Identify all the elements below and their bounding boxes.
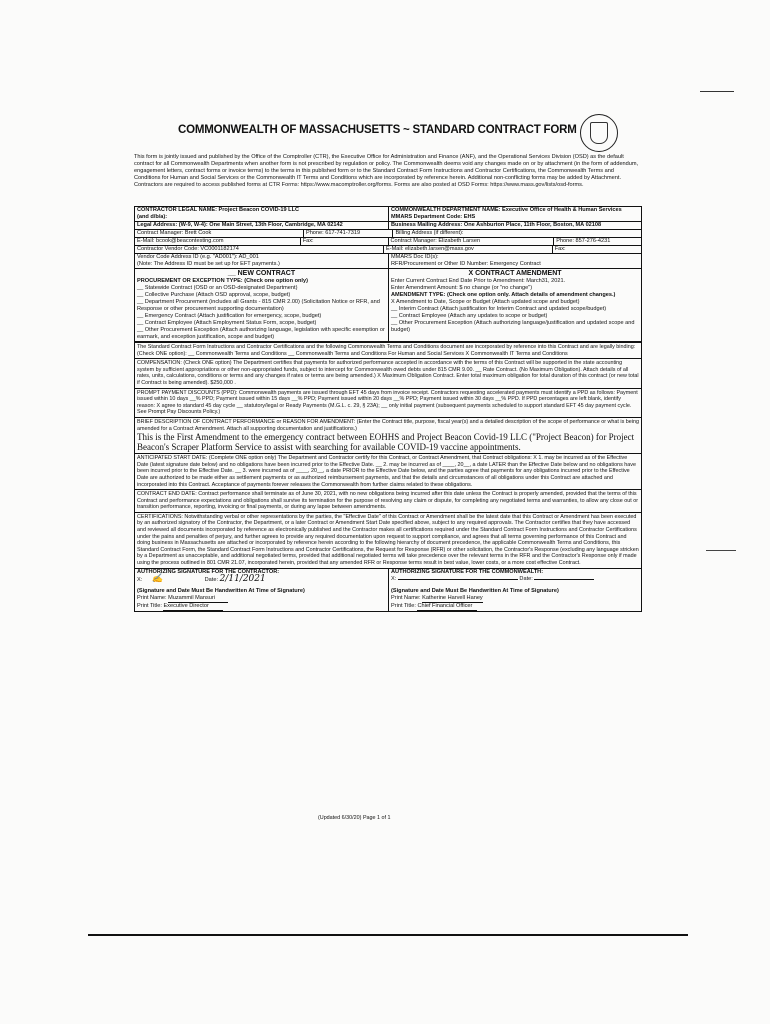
business-mailing-address: Business Mailing Address: One Ashburton Place, 11th Floor, Boston, MA 02108	[388, 222, 641, 229]
brief-description-section: BRIEF DESCRIPTION OF CONTRACT PERFORMANCE or REASON FOR AMENDMENT: (Enter the Contract title, purpose, fiscal year(s) and a detailed description of the scope of performance or what is being amended for a Contract Amendment. Attach all supporting documentation and justifications.) This is the First Amendment to the emergency contract between EOHHS and Project Beacon Covid-19 LLC ("Project Beacon) for Project Beacon's Scraper Platform Service to assist with searching for available COVID-19 vaccine appointments.	[137, 418, 639, 453]
vendor-address-id: Vendor Code Address ID (e.g. "AD001"): AD_001 (Note: The Address ID must be set up for EFT payments.)	[137, 254, 280, 267]
contractor-signature-block: AUTHORIZING SIGNATURE FOR THE CONTRACTOR: X: ✍ Date: 2/11/2021 (Signature and Date Must Be Handwritten At Time of Signature) Print Name: Muzammil Mansuri Print Title: Executive Director	[137, 568, 305, 609]
amendment-option: X Amendment to Date, Scope or Budget (Attach updated scope and budget)	[391, 299, 580, 305]
end-date-section: CONTRACT END DATE: Contract performance shall terminate as of June 30, 2021, with no new obligations being incurred after this date unless the Contract is properly amended, provided that the terms of this Contract and performance expectations and obligations shall survive its termination for the purpose of resolving any claim or dispute, for completing any negotiated terms and warranties, to allow any close out or transition performance, reporting, invoicing or final payments, or during any lapse between amendments.	[135, 489, 641, 512]
new-contract-option: __ Department Procurement (includes all Grants - 815 CMR 2.00) (Solicitation Notice or RFR, and Response or other procurement supporting documentation)	[137, 299, 380, 312]
certifications-section: CERTIFICATIONS: Notwithstanding verbal or other representations by the parties, the "Effective Date" of this Contract or Amendment shall be the latest date that this Contract or Amendment has been executed by an authorized signatory of the Contractor, the Department, or a later Contract or Amendment Start Date specified above, subject to any required approvals. The Contractor certifies that they have accessed and reviewed all documents incorporated by reference as electronically published and the Contractor makes all certifications required under the Standard Contract Form Instructions and Contractor Certifications under the pains and penalties of perjury, and further agrees to provide any required documentation upon request to support compliance, and agrees that all terms governing performance of this Contract and doing business in Massachusetts are attached or incorporated by reference herein according to the following hierarchy of document precedence, the applicable Commonwealth Terms and Conditions, this Standard Contract Form, the Standard Contract Form Instructions and Contractor Certifications, the Request for Response (RFR) or other solicitation, the Contractor's Response (excluding any language stricken by a Department as unacceptable, and additional negotiated terms, provided that additional negotiated terms will take precedence over the relevant terms in the RFR and the Contractor's Response only if made using the process outlined in 801 CMR 21.07, incorporated herein, provided that any amended RFR or Response terms result in best value, lower costs, or a more cost effective Contract.	[135, 512, 641, 568]
dept-phone: Phone: 857-276-4231	[553, 238, 641, 245]
contractor-phone: Phone: 617-741-7319	[303, 230, 392, 237]
dept-fax: Fax:	[552, 246, 641, 253]
amendment-option: __ Contract Employee (Attach any updates to scope or budget)	[391, 313, 548, 319]
scan-mark	[700, 91, 734, 92]
commonwealth-signature-block: AUTHORIZING SIGNATURE FOR THE COMMONWEALTH: X: Date: (Signature and Date Must Be Handwritten At Time of Signature) Print Name: Katherine Harvell Haney Print Title: Chief Financial Officer	[388, 569, 641, 611]
amendment-option: __ Other Procurement Exception (Attach authorizing language/justification and updated scope and budget)	[391, 320, 635, 333]
dept-email: E-Mail: elizabeth.larsen@mass.gov	[383, 246, 552, 253]
contractor-manager: Contract Manager: Brett Cook	[137, 230, 212, 236]
new-contract-section: __ NEW CONTRACT PROCUREMENT OR EXCEPTION TYPE: (Check one option only) __ Statewide Contract (OSD or an OSD-designated Department) __ Collective Purchase (Attach OSD approval, scope, budget) __ Department Procurement (includes all Grants - 815 CMR 2.00) (Solicitation Notice or RFR, and Response or other procurement supporting documentation) __ Emergency Contract (Attach justification for emergency, scope, budget) __ Contract Employee (Attach Employment Status Form, scope, budget) __ Other Procurement Exception (Attach authorizing language, legislation with specific exemption or earmark, and exception justification, scope and budget)	[137, 270, 385, 340]
new-contract-option: __ Collective Purchase (Attach OSD approval, scope, budget)	[137, 292, 291, 298]
commonwealth-seal-icon	[580, 114, 618, 152]
contractor-fax: Fax:	[300, 238, 388, 245]
compensation-section: COMPENSATION: (Check ONE option) The Department certifies that payments for authorized performance accepted in accordance with the terms of this Contract will be supported in the state accounting system by sufficient appropriations or other non-appropriated funds, subject to intercept for Commonwealth owed debts under 815 CMR 9.00. __ Rate Contract. (No Maximum Obligation). Attach details of all rates, units, calculations, conditions or terms and any changes if rates or terms are being amended.) X Maximum Obligation Contract. Enter total maximum obligation for total duration of this contract (or new total if Contract is being amended). $250,000 .	[135, 358, 641, 387]
contractor-email: E-Mail: bcook@beacontesting.com	[137, 238, 224, 244]
amendment-section: X CONTRACT AMENDMENT Enter Current Contract End Date Prior to Amendment: March31, 2021. Enter Amendment Amount: $ no change (or "no change") AMENDMENT TYPE: (Check one option only. Attach details of amendment changes.) X Amendment to Date, Scope or Budget (Attach updated scope and budget) __ Interim Contract (Attach justification for Interim Contract and updated scope/budget) __ Contract Employee (Attach any updates to scope or budget) __ Other Procurement Exception (Attach authorizing language/justification and updated scope and budget)	[388, 269, 641, 341]
prompt-payment-section: PROMPT PAYMENT DISCOUNTS (PPD): Commonwealth payments are issued through EFT 45 days from invoice receipt. Contractors requesting accelerated payments must identify a PPD as follows: Payment issued within 10 days __% PPD; Payment issued within 15 days __% PPD; Payment issued within 20 days __% PPD; Payment issued within 30 days __% PPD. If PPD percentages are left blank, identify reason: X agree to standard 45 day cycle __ statutory/legal or Ready Payments (M.G.L. c. 29, § 23A); __ only initial payment (subsequent payments scheduled to support standard EFT 45 day payment cycle. See Prompt Pay Discounts Policy.)	[135, 388, 641, 417]
contract-grid	[134, 206, 642, 612]
new-contract-option: __ Statewide Contract (OSD or an OSD-designated Department)	[137, 285, 298, 291]
contractor-signature-date: 2/11/2021	[219, 573, 266, 584]
brief-description-text: This is the First Amendment to the emergency contract between EOHHS and Project Beacon Covid-19 LLC ("Project Beacon) for Project Beacon's Scraper Platform Service to assist with searching for available COVID-19 vaccine appointments.	[137, 432, 635, 453]
new-contract-option: __ Other Procurement Exception (Attach authorizing language, legislation with specific exemption or earmark, and exception justification, scope and budget)	[137, 327, 385, 340]
intro-paragraph: This form is jointly issued and published by the Office of the Comptroller (CTR), the Executive Office for Administration and Finance (ANF), and the Operational Services Division (OSD) as the default contract for all Commonwealth Departments when another form is not prescribed by regulation or policy. The Commonwealth deems void any changes made on or by attachment (in the form of addendum, engagement letters, contract forms or invoice terms) to the terms in this published form or to the Standard Contract Form Instructions and Contractor Certifications, the Commonwealth Terms and Conditions for Human and Social Services or the Commonwealth IT Terms and Conditions which are incorporated by reference herein. Additional non-conflicting forms may be added by Attachment. Contractors are required to access published forms at CTR Forms: https://www.macomptroller.org/forms. Forms are also posted at OSD Forms: https://www.mass.gov/lists/osd-forms.	[134, 154, 639, 188]
form-title: COMMONWEALTH OF MASSACHUSETTS ~ STANDARD CONTRACT FORM	[178, 124, 577, 136]
scan-mark	[706, 550, 736, 551]
new-contract-option: __ Contract Employee (Attach Employment Status Form, scope, budget)	[137, 320, 317, 326]
mmars-doc-ids: MMARS Doc ID(s): RFR/Procurement or Other ID Number: Emergency Contract	[388, 254, 641, 268]
department-name: COMMONWEALTH DEPARTMENT NAME: Executive Office of Health & Human Services MMARS Department Code: EHS	[388, 207, 641, 221]
form-footer: (Updated 6/30/20) Page 1 of 1	[318, 815, 391, 821]
start-date-section: ANTICIPATED START DATE: (Complete ONE option only) The Department and Contractor certify for this Contract, or Contract Amendment, that Contract obligations: X 1. may be incurred as of the Effective Date (latest signature date below) and no obligations have been incurred prior to the Effective Date. __ 2. may be incurred as of ____, 20__, a date LATER than the Effective Date below and no obligations have been incurred prior to the Effective Date. __ 3. were incurred as of ____, 20__, a date PRIOR to the Effective Date below, and the parties agree that payments for any obligations incurred prior to the Effective Date are authorized to be made either as settlement payments or as authorized reimbursement payments, and that the details and circumstances of all obligations under this Contract are attached and incorporated into this Contract. Acceptance of payments forever releases the Commonwealth from further claims related to these obligations.	[135, 453, 641, 489]
contractor-legal-name: CONTRACTOR LEGAL NAME: Project Beacon COVID-19 LLC (and d/b/a):	[137, 207, 300, 220]
scan-mark	[88, 934, 688, 936]
billing-address: Billing Address (if different):	[392, 230, 641, 237]
vendor-code: Contractor Vendor Code: VC0001182174	[137, 246, 239, 252]
legal-address: Legal Address: (W-9, W-4): One Main Street, 13th Floor, Cambridge, MA 02142	[137, 222, 343, 228]
amendment-option: __ Interim Contract (Attach justification for Interim Contract and updated scope/budget)	[391, 306, 607, 312]
new-contract-option: __ Emergency Contract (Attach justification for emergency, scope, budget)	[137, 313, 322, 319]
dept-manager: Contract Manager: Elizabeth Larsen	[388, 238, 554, 245]
terms-section: The Standard Contract Form Instructions and Contractor Certifications and the following Commonwealth Terms and Conditions document are incorporated by reference into this Contract and are legally binding: (Check ONE option): __ Commonwealth Terms and Conditions __ Commonwealth Terms and Conditions For Human and Social Services X Commonwealth IT Terms and Conditions	[135, 342, 641, 358]
